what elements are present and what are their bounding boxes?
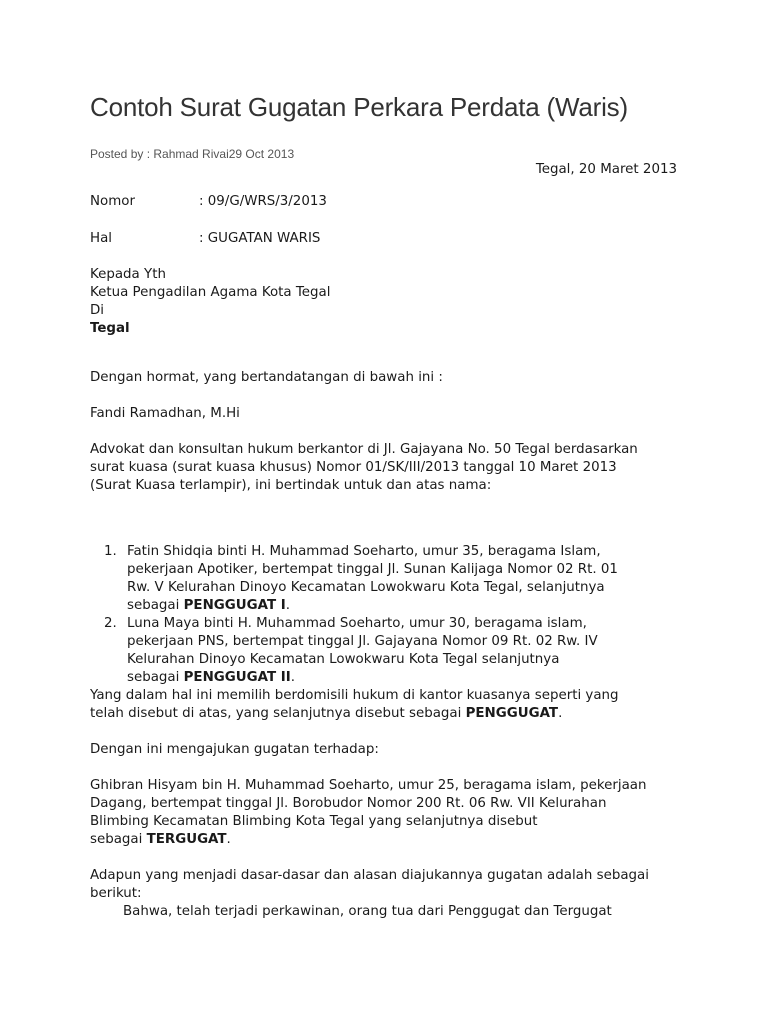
page-title: Contoh Surat Gugatan Perkara Perdata (Waris) [90,92,628,122]
list-line: pekerjaan PNS, bertempat tinggal Jl. Gajayana Nomor 09 Rt. 02 Rw. IV [127,634,598,649]
list-number: 2. [104,616,117,631]
defendant-text: Dagang, bertempat tinggal Jl. Borobudor Nomor 200 Rt. 06 Rw. VII Kelurahan [90,796,607,811]
grounds-first-point: Bahwa, telah terjadi perkawinan, orang tua dari Penggugat dan Tergugat [123,904,612,919]
letter-date: Tegal, 20 Maret 2013 [535,162,677,177]
filing-statement: Dengan ini mengajukan gugatan terhadap: [90,742,379,757]
advocate-description: Advokat dan konsultan hukum berkantor di Jl. Gajayana No. 50 Tegal berdasarkan [90,442,638,457]
recipient-line: Kepada Yth [90,267,166,282]
defendant-text: Blimbing Kecamatan Blimbing Kota Tegal yang selanjutnya disebut [90,814,538,829]
recipient-line: Ketua Pengadilan Agama Kota Tegal [90,285,331,300]
domicile-text: Yang dalam hal ini memilih berdomisili hukum di kantor kuasanya seperti yang [90,688,619,703]
hal-label: Hal [90,231,112,246]
nomor-value: : 09/G/WRS/3/2013 [199,194,327,209]
recipient-city: Tegal [90,321,130,336]
list-line: sebagai PENGGUGAT I. [127,598,290,613]
posted-by-line: Posted by : Rahmad Rivai29 Oct 2013 [90,147,295,161]
list-line: Rw. V Kelurahan Dinoyo Kecamatan Lowokwaru Kota Tegal, selanjutnya [127,580,605,595]
advocate-description: surat kuasa (surat kuasa khusus) Nomor 01/SK/III/2013 tanggal 10 Maret 2013 [90,460,617,475]
nomor-label: Nomor [90,194,135,209]
defendant-text: Ghibran Hisyam bin H. Muhammad Soeharto, umur 25, beragama islam, pekerjaan [90,778,647,793]
defendant-text: sebagai TERGUGAT. [90,832,231,847]
grounds-intro: berikut: [90,886,142,901]
list-line: Luna Maya binti H. Muhammad Soeharto, umur 30, beragama islam, [127,616,587,631]
advocate-name: Fandi Ramadhan, M.Hi [90,406,240,421]
list-line: pekerjaan Apotiker, bertempat tinggal Jl. Sunan Kalijaga Nomor 02 Rt. 01 [127,562,618,577]
list-line: Kelurahan Dinoyo Kecamatan Lowokwaru Kota Tegal selanjutnya [127,652,560,667]
list-line: Fatin Shidqia binti H. Muhammad Soeharto, umur 35, beragama Islam, [127,544,601,559]
hal-value: : GUGATAN WARIS [199,231,321,246]
list-line: sebagai PENGGUGAT II. [127,670,295,685]
list-number: 1. [104,544,117,559]
recipient-line: Di [90,303,105,318]
grounds-intro: Adapun yang menjadi dasar-dasar dan alasan diajukannya gugatan adalah sebagai [90,868,649,883]
domicile-text: telah disebut di atas, yang selanjutnya disebut sebagai PENGGUGAT. [90,706,563,721]
advocate-description: (Surat Kuasa terlampir), ini bertindak untuk dan atas nama: [90,478,492,493]
greeting: Dengan hormat, yang bertandatangan di bawah ini : [90,370,443,385]
